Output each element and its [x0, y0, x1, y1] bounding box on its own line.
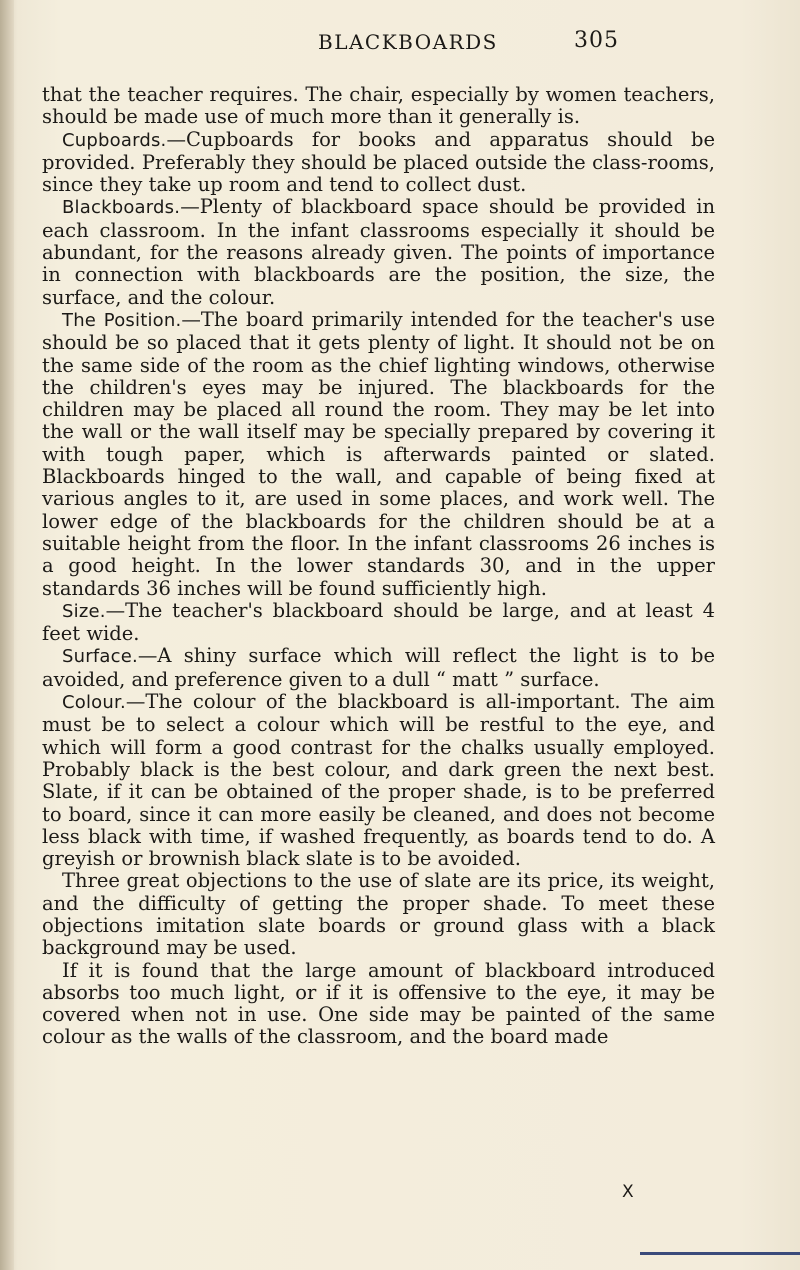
bottom-edge-rule — [640, 1252, 800, 1255]
paragraph-slate-objections — [42, 870, 715, 959]
run-in-heading: Size. — [62, 600, 106, 622]
signature-mark: X — [622, 1182, 634, 1202]
paragraph-text: —The teacher's blackboard should be large, and at least 4 feet wide. — [42, 598, 715, 646]
paragraph-surface — [42, 645, 715, 691]
page-binding-edge — [0, 0, 14, 1270]
run-in-heading: The Position. — [62, 309, 182, 331]
run-in-heading: Surface. — [62, 646, 138, 668]
paragraph-text: that the teacher requires. The chair, especially by women teachers, should be made use of much more than it generally is. — [42, 83, 715, 129]
run-in-heading: Cupboards. — [62, 129, 167, 151]
paragraph-text: If it is found that the large amount of blackboard introduced absorbs too much light, or if it is offensive to the eye, it may be covered when not in use. One side may be painted of the same colour as the walls of the classroom, and the board made — [42, 958, 715, 1049]
paragraph-chair — [42, 84, 715, 129]
paragraph-size — [42, 600, 715, 646]
paragraph-cupboards — [42, 129, 715, 197]
body-text — [42, 84, 715, 1049]
paragraph-covering — [42, 960, 715, 1049]
page-number: 305 — [574, 28, 619, 53]
paragraph-colour — [42, 691, 715, 870]
paragraph-position — [42, 309, 715, 600]
paragraph-text: —Cupboards for books and apparatus should be provided. Preferably they should be placed outside the class-rooms, since they take up room and tend to collect dust. — [42, 127, 715, 197]
paragraph-text: Three great objections to the use of slate are its price, its weight, and the difficulty of getting the proper shade. To meet these objections imitation slate boards or ground glass with a black background may be used. — [42, 869, 715, 960]
paragraph-blackboards — [42, 196, 715, 308]
paragraph-text: —Plenty of blackboard space should be provided in each classroom. In the infant classrooms especially it should be abundant, for the reasons already given. The points of importance in connection with blackboards are the position, the size, the surface, and the colour. — [42, 195, 715, 309]
running-head — [0, 30, 800, 62]
run-in-heading: Blackboards. — [62, 197, 181, 219]
paragraph-text: —The colour of the blackboard is all-important. The aim must be to select a colour which will be restful to the eye, and which will form a good contrast for the chalks usually employed. Probably black is the best colour, and dark green the next best. Slate, if it can be obtained of the proper shade, is to be preferred to board, since it can more easily be cleaned, and does not become less black with time, if washed frequently, as boards tend to do. A greyish or brownish black slate is to be avoided. — [42, 690, 715, 871]
running-title: BLACKBOARDS — [318, 30, 498, 54]
run-in-heading: Colour. — [62, 692, 126, 714]
paragraph-text: —The board primarily intended for the teacher's use should be so placed that it gets plenty of light. It should not be on the same side of the room as the chief lighting windows, otherwise the children's eyes may be injured. The blackboards for the children may be placed all round the room. They may be let into the wall or the wall itself may be specially prepared by covering it with tough paper, which is afterwards painted or slated. Blackboards hinged to the wall, and capable of being fixed at various angles to it, are used in some places, and work well. The lower edge of the blackboards for the children should be at a suitable height from the floor. In the infant classrooms 26 inches is a good height. In the lower standards 30, and in the upper standards 36 inches will be found sufficiently high. — [42, 307, 715, 600]
paragraph-text: —A shiny surface which will reflect the light is to be avoided, and preference given to a dull “ matt ” surface. — [42, 644, 715, 691]
